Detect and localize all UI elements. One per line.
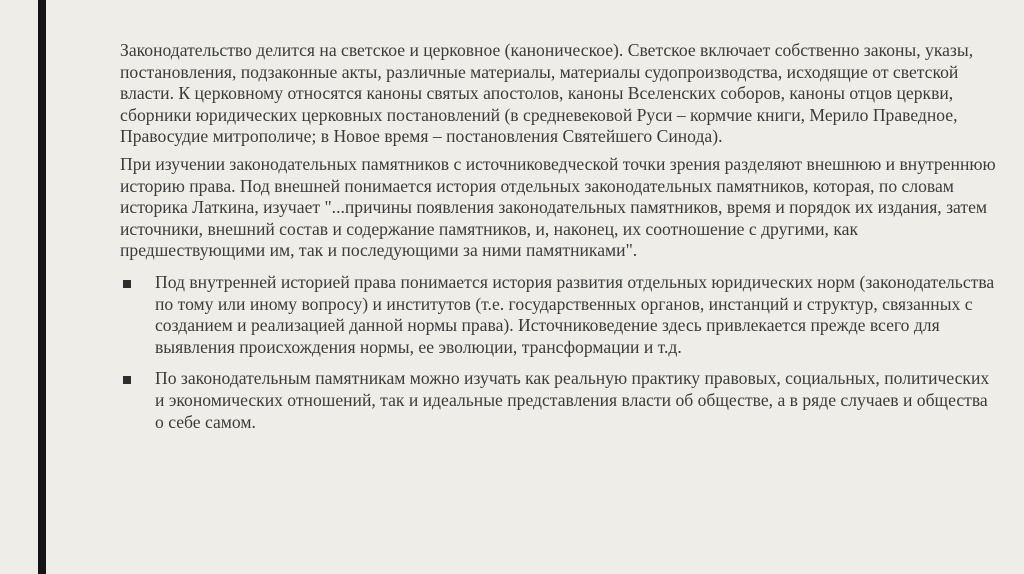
bullet-list <box>120 272 1000 433</box>
square-bullet-icon <box>123 376 131 384</box>
square-bullet-icon <box>123 280 131 288</box>
left-accent-bar <box>38 0 46 574</box>
bullet-text: По законодательным памятникам можно изучать как реальную практику правовых, социальных, политических и экономических отношений, так и идеальные представления власти об обществе, а в ряде случаев и общества о себе самом. <box>155 368 990 432</box>
bullet-item-legal-practice <box>120 368 1000 433</box>
slide-body <box>120 40 1000 433</box>
paragraph-legislation-types: Законодательство делится на светское и церковное (каноническое). Светское включает собственно законы, указы, постановления, подзаконные акты, различные материалы, материалы судопроизводства, исходящие от светской власти. К церковному относятся каноны святых апостолов, каноны Вселенских соборов, каноны отцов церкви, сборники юридических церковных постановлений (в средневековой Руси – кормчие книги, Мерило Праведное, Правосудие митрополиче; в Новое время – постановления Святейшего Синода). <box>120 40 974 147</box>
bullet-item-internal-history <box>120 272 1000 358</box>
paragraph-external-history: При изучении законодательных памятников с источниковедческой точки зрения разделяют внешнюю и внутреннюю историю права. Под внешней понимается история отдельных законодательных памятников, которая, по словам историка Латкина, изучает "...причины появления законодательных памятников, время и порядок их издания, затем источники, внешний состав и содержание памятников, и, наконец, их соотношение с другими, как предшествующими им, так и последующими за ними памятниками". <box>120 153 996 261</box>
bullet-text: Под внутренней историей права понимается история развития отдельных юридических норм (законодательства по тому или иному вопросу) и институтов (т.е. государственных органов, инстанций и структур, связанных с созданием и реализацией данной нормы права). Источниковедение здесь привлекается прежде всего для выявления происхождения нормы, ее эволюции, трансформации и т.д. <box>155 271 995 357</box>
